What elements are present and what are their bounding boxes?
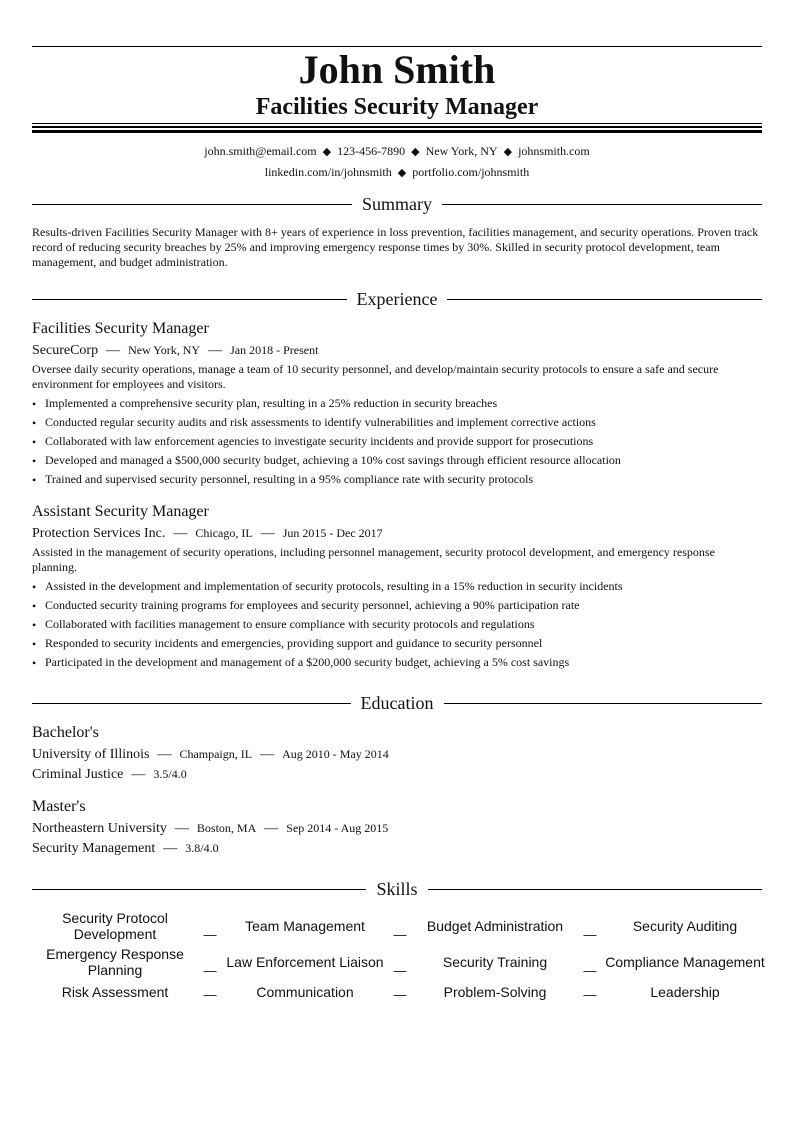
skill-item: Leadership bbox=[650, 984, 720, 1000]
education-field-line bbox=[32, 839, 219, 858]
dash-separator: — bbox=[393, 927, 407, 942]
job-description: Oversee daily security operations, manage a team of 10 security personnel, and develop/maintain security protocols to ensure a safe and secure environment for employees and visitors. bbox=[32, 362, 719, 391]
dash-separator: — bbox=[208, 343, 223, 358]
list-item bbox=[32, 396, 762, 415]
dash-separator: — bbox=[393, 963, 407, 978]
school-name: Northeastern University bbox=[32, 821, 167, 836]
education-meta bbox=[32, 819, 388, 838]
dash-separator: — bbox=[203, 927, 217, 942]
phone-number[interactable]: 123-456-7890 bbox=[337, 144, 406, 158]
dash-separator: — bbox=[393, 987, 407, 1002]
contact-line-2 bbox=[0, 164, 794, 181]
skills-row bbox=[32, 910, 762, 942]
bullet-text: Developed and managed a $500,000 security budget, achieving a 10% cost savings through efficient resource allocation bbox=[45, 453, 621, 467]
dash-separator: — bbox=[203, 963, 217, 978]
bullet-text: Collaborated with law enforcement agencies to investigate security incidents and provide support for prosecutions bbox=[45, 434, 594, 448]
bullet-icon: • bbox=[32, 656, 37, 670]
job-dates: Jun 2015 - Dec 2017 bbox=[282, 526, 383, 540]
linkedin-link[interactable]: linkedin.com/in/johnsmith bbox=[264, 165, 392, 179]
education-dates: Aug 2010 - May 2014 bbox=[282, 747, 389, 761]
bullet-icon: • bbox=[32, 397, 37, 411]
bullet-icon: • bbox=[32, 618, 37, 632]
divider bbox=[442, 204, 762, 205]
divider bbox=[444, 703, 763, 704]
email-link[interactable]: john.smith@email.com bbox=[204, 144, 317, 158]
diamond-separator-icon: ◆ bbox=[411, 146, 420, 158]
candidate-name: John Smith bbox=[298, 47, 496, 92]
skill-item: Compliance Management bbox=[605, 954, 765, 970]
education-dates: Sep 2014 - Aug 2015 bbox=[286, 821, 389, 835]
bullet-text: Trained and supervised security personnel, resulting in a 95% compliance rate with security protocols bbox=[45, 472, 534, 486]
bullet-icon: • bbox=[32, 637, 37, 651]
job-role: Facilities Security Manager bbox=[32, 320, 209, 337]
list-item bbox=[32, 472, 762, 491]
field-of-study: Security Management bbox=[32, 841, 156, 856]
skills-section-heading bbox=[32, 877, 762, 901]
dash-separator: — bbox=[260, 526, 275, 541]
job-location: New York, NY bbox=[128, 343, 201, 357]
location: New York, NY bbox=[425, 144, 498, 158]
divider bbox=[32, 299, 347, 300]
dash-separator: — bbox=[583, 987, 597, 1002]
bullet-text: Conducted regular security audits and risk assessments to identify vulnerabilities and implement corrective actions bbox=[45, 415, 596, 429]
list-item bbox=[32, 617, 762, 636]
dash-separator: — bbox=[173, 526, 188, 541]
job-role: Assistant Security Manager bbox=[32, 503, 209, 520]
divider bbox=[32, 703, 351, 704]
bullet-icon: • bbox=[32, 435, 37, 449]
dash-separator: — bbox=[583, 963, 597, 978]
skill-item: Security Protocol Development bbox=[62, 910, 168, 942]
school-location: Champaign, IL bbox=[179, 747, 253, 761]
contact-line-1 bbox=[0, 143, 794, 160]
skills-row bbox=[32, 946, 765, 978]
website-link[interactable]: johnsmith.com bbox=[518, 144, 590, 158]
job-location: Chicago, IL bbox=[195, 526, 253, 540]
dash-separator: — bbox=[174, 821, 189, 836]
dash-separator: — bbox=[157, 747, 172, 762]
diamond-separator-icon: ◆ bbox=[397, 167, 407, 179]
gpa: 3.8/4.0 bbox=[185, 841, 219, 855]
skill-item: Risk Assessment bbox=[61, 984, 169, 1000]
divider bbox=[32, 204, 352, 205]
dash-separator: — bbox=[106, 343, 121, 358]
diamond-separator-icon: ◆ bbox=[322, 146, 332, 158]
skill-item: Budget Administration bbox=[426, 918, 564, 934]
bullet-text: Conducted security training programs for employees and security personnel, achieving a 90% participation rate bbox=[45, 598, 580, 612]
skill-item: Communication bbox=[256, 984, 354, 1000]
degree-title: Bachelor's bbox=[32, 724, 99, 741]
education-meta bbox=[32, 745, 389, 764]
list-item bbox=[32, 655, 762, 674]
dash-separator: — bbox=[260, 747, 275, 762]
skill-item: Emergency Response Planning bbox=[46, 946, 184, 978]
dash-separator: — bbox=[203, 987, 217, 1002]
summary-text: Results-driven Facilities Security Manager with 8+ years of experience in loss prevention, facilities management, and security operations. Proven track record of reducing security breaches by 25% and improving emergency response times by 30%. Skilled in security protocol development, team management, and budget administration. bbox=[32, 225, 759, 269]
education-heading-label: Education bbox=[360, 693, 434, 713]
job-bullet-list bbox=[32, 396, 762, 491]
skill-item: Team Management bbox=[245, 918, 365, 934]
skills-row bbox=[32, 982, 762, 1002]
job-meta bbox=[32, 341, 318, 360]
education-section-heading bbox=[32, 691, 762, 715]
bullet-text: Implemented a comprehensive security plan, resulting in a 25% reduction in security breaches bbox=[45, 396, 498, 410]
dash-separator: — bbox=[163, 841, 178, 856]
experience-heading-label: Experience bbox=[356, 289, 438, 309]
header-rule-medium bbox=[32, 126, 762, 128]
skill-item: Law Enforcement Liaison bbox=[226, 954, 384, 970]
candidate-title: Facilities Security Manager bbox=[255, 94, 539, 120]
dash-separator: — bbox=[264, 821, 279, 836]
bullet-text: Collaborated with facilities management to ensure compliance with security protocols and regulations bbox=[45, 617, 535, 631]
divider bbox=[447, 299, 762, 300]
degree-title: Master's bbox=[32, 798, 86, 815]
bullet-icon: • bbox=[32, 599, 37, 613]
bullet-text: Assisted in the development and implementation of security protocols, resulting in a 15% reduction in security incidents bbox=[45, 579, 623, 593]
gpa: 3.5/4.0 bbox=[153, 767, 187, 781]
school-name: University of Illinois bbox=[32, 747, 150, 762]
skills-grid bbox=[32, 910, 765, 1002]
list-item bbox=[32, 434, 762, 453]
list-item bbox=[32, 579, 762, 598]
summary-heading-label: Summary bbox=[362, 194, 432, 214]
list-item bbox=[32, 636, 762, 655]
dash-separator: — bbox=[131, 767, 146, 782]
school-location: Boston, MA bbox=[196, 821, 257, 835]
bullet-text: Responded to security incidents and emergencies, providing support and guidance to security personnel bbox=[45, 636, 543, 650]
diamond-separator-icon: ◆ bbox=[503, 146, 513, 158]
job-dates: Jan 2018 - Present bbox=[230, 343, 319, 357]
bullet-icon: • bbox=[32, 454, 37, 468]
summary-section-heading bbox=[32, 192, 762, 216]
bullet-text: Participated in the development and management of a $200,000 security budget, achieving a 5% cost savings bbox=[45, 655, 570, 669]
field-of-study: Criminal Justice bbox=[32, 767, 124, 782]
skill-item: Security Training bbox=[442, 954, 548, 970]
divider bbox=[32, 889, 366, 890]
experience-section-heading bbox=[32, 287, 762, 311]
skills-heading-label: Skills bbox=[376, 879, 418, 899]
list-item bbox=[32, 453, 762, 472]
bullet-icon: • bbox=[32, 416, 37, 430]
skill-item: Security Auditing bbox=[632, 918, 738, 934]
bullet-icon: • bbox=[32, 473, 37, 487]
portfolio-link[interactable]: portfolio.com/johnsmith bbox=[412, 165, 530, 179]
education-field-line bbox=[32, 765, 187, 784]
skill-item: Problem-Solving bbox=[443, 984, 547, 1000]
header-rule-thick bbox=[32, 130, 762, 133]
dash-separator: — bbox=[583, 927, 597, 942]
job-meta bbox=[32, 524, 383, 543]
job-bullet-list bbox=[32, 579, 762, 674]
job-company: SecureCorp bbox=[32, 343, 99, 358]
header-rule-thin bbox=[32, 123, 762, 124]
list-item bbox=[32, 598, 762, 617]
job-company: Protection Services Inc. bbox=[32, 526, 166, 541]
bullet-icon: • bbox=[32, 580, 37, 594]
job-description: Assisted in the management of security operations, including personnel management, security protocol development, and emergency response planning. bbox=[32, 545, 715, 574]
list-item bbox=[32, 415, 762, 434]
divider bbox=[428, 889, 762, 890]
